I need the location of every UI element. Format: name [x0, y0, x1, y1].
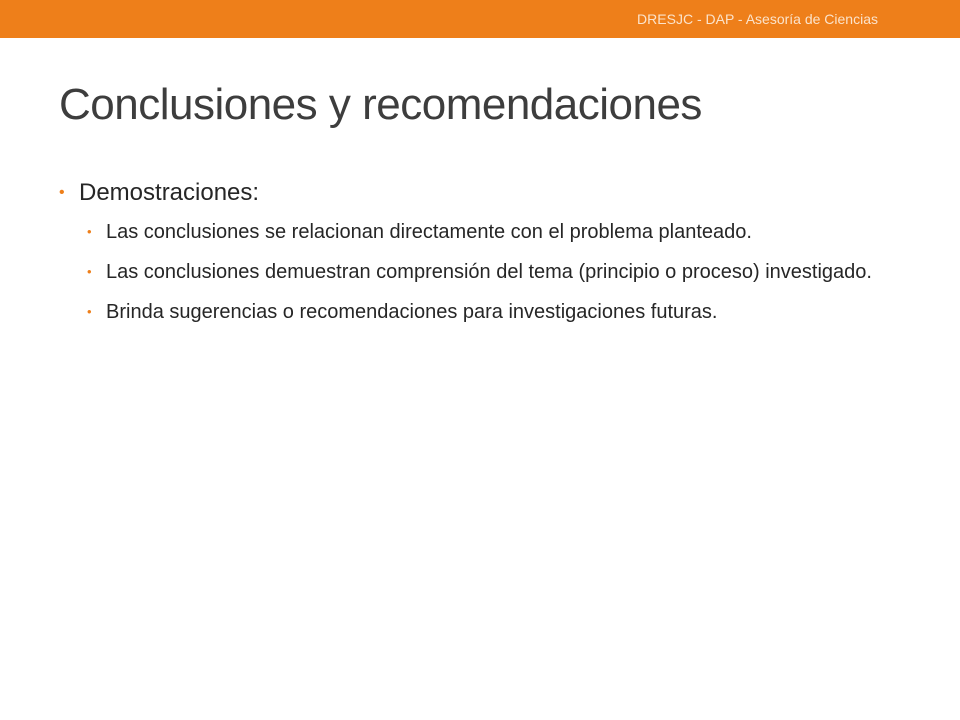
- sub-bullet-text: Las conclusiones demuestran comprensión del tema (principio o proceso) investigado.: [106, 261, 872, 283]
- bullet-dot-icon: •: [87, 264, 92, 279]
- bullet-text: Demostraciones:: [79, 179, 260, 206]
- header-text: DRESJC - DAP - Asesoría de Ciencias: [637, 11, 878, 27]
- header-bar: [0, 0, 960, 38]
- bullet-item-demostraciones: [59, 176, 879, 210]
- bullet-dot-icon: •: [87, 304, 92, 319]
- bullet-dot-icon: •: [87, 224, 92, 239]
- sub-bullet-item: [87, 298, 879, 326]
- sub-bullet-text: Las conclusiones se relacionan directamente con el problema planteado.: [106, 221, 752, 243]
- bullet-dot-icon: •: [59, 184, 65, 201]
- sub-bullet-text: Brinda sugerencias o recomendaciones para investigaciones futuras.: [106, 301, 718, 323]
- slide-content: [59, 176, 879, 326]
- sub-bullet-item: [87, 218, 879, 246]
- sub-bullet-item: [87, 258, 879, 286]
- slide-title: Conclusiones y recomendaciones: [59, 80, 702, 129]
